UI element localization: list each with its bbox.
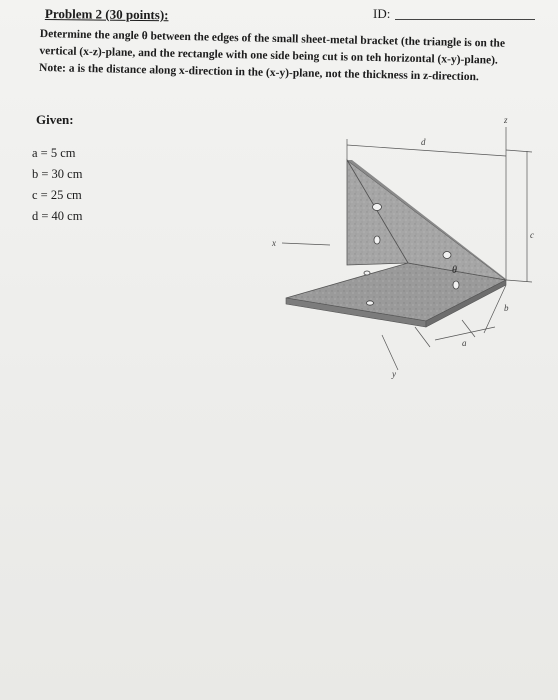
id-label: ID: <box>373 6 391 21</box>
given-item-c: c = 25 cm <box>32 188 82 202</box>
axis-label-y: y <box>392 369 396 379</box>
axis-label-x: x <box>272 238 276 248</box>
dim-label-c: c <box>530 230 534 240</box>
dim-label-b: b <box>504 303 509 313</box>
problem-statement <box>39 26 535 87</box>
given-label: Given: <box>36 112 74 127</box>
problem-title: Problem 2 (30 points): <box>44 6 169 23</box>
given-item-b: b = 30 cm <box>32 167 83 181</box>
bracket-triangle-plate <box>347 160 506 280</box>
given-item-d: d = 40 cm <box>32 209 83 223</box>
bracket-figure <box>270 115 540 380</box>
given-list <box>32 143 82 227</box>
angle-label-theta: θ <box>452 265 457 276</box>
id-answer-line <box>395 19 535 20</box>
problem-line-1: Determine the angle θ between the edges of the small sheet-metal bracket (the triangle is on the <box>39 27 506 50</box>
problem-line-3: Note: a is the distance along x-direction in the (x-y)-plane, not the thickness in z-direction. <box>38 61 479 84</box>
dim-label-d: d <box>421 137 426 147</box>
given-item-a: a = 5 cm <box>32 146 76 160</box>
axis-label-z: z <box>504 115 508 125</box>
problem-line-2: vertical (x-z)-plane, and the rectangle with one side being cut is on teh horizontal (x-y)-plane). <box>39 44 498 67</box>
dim-label-a: a <box>462 338 467 348</box>
